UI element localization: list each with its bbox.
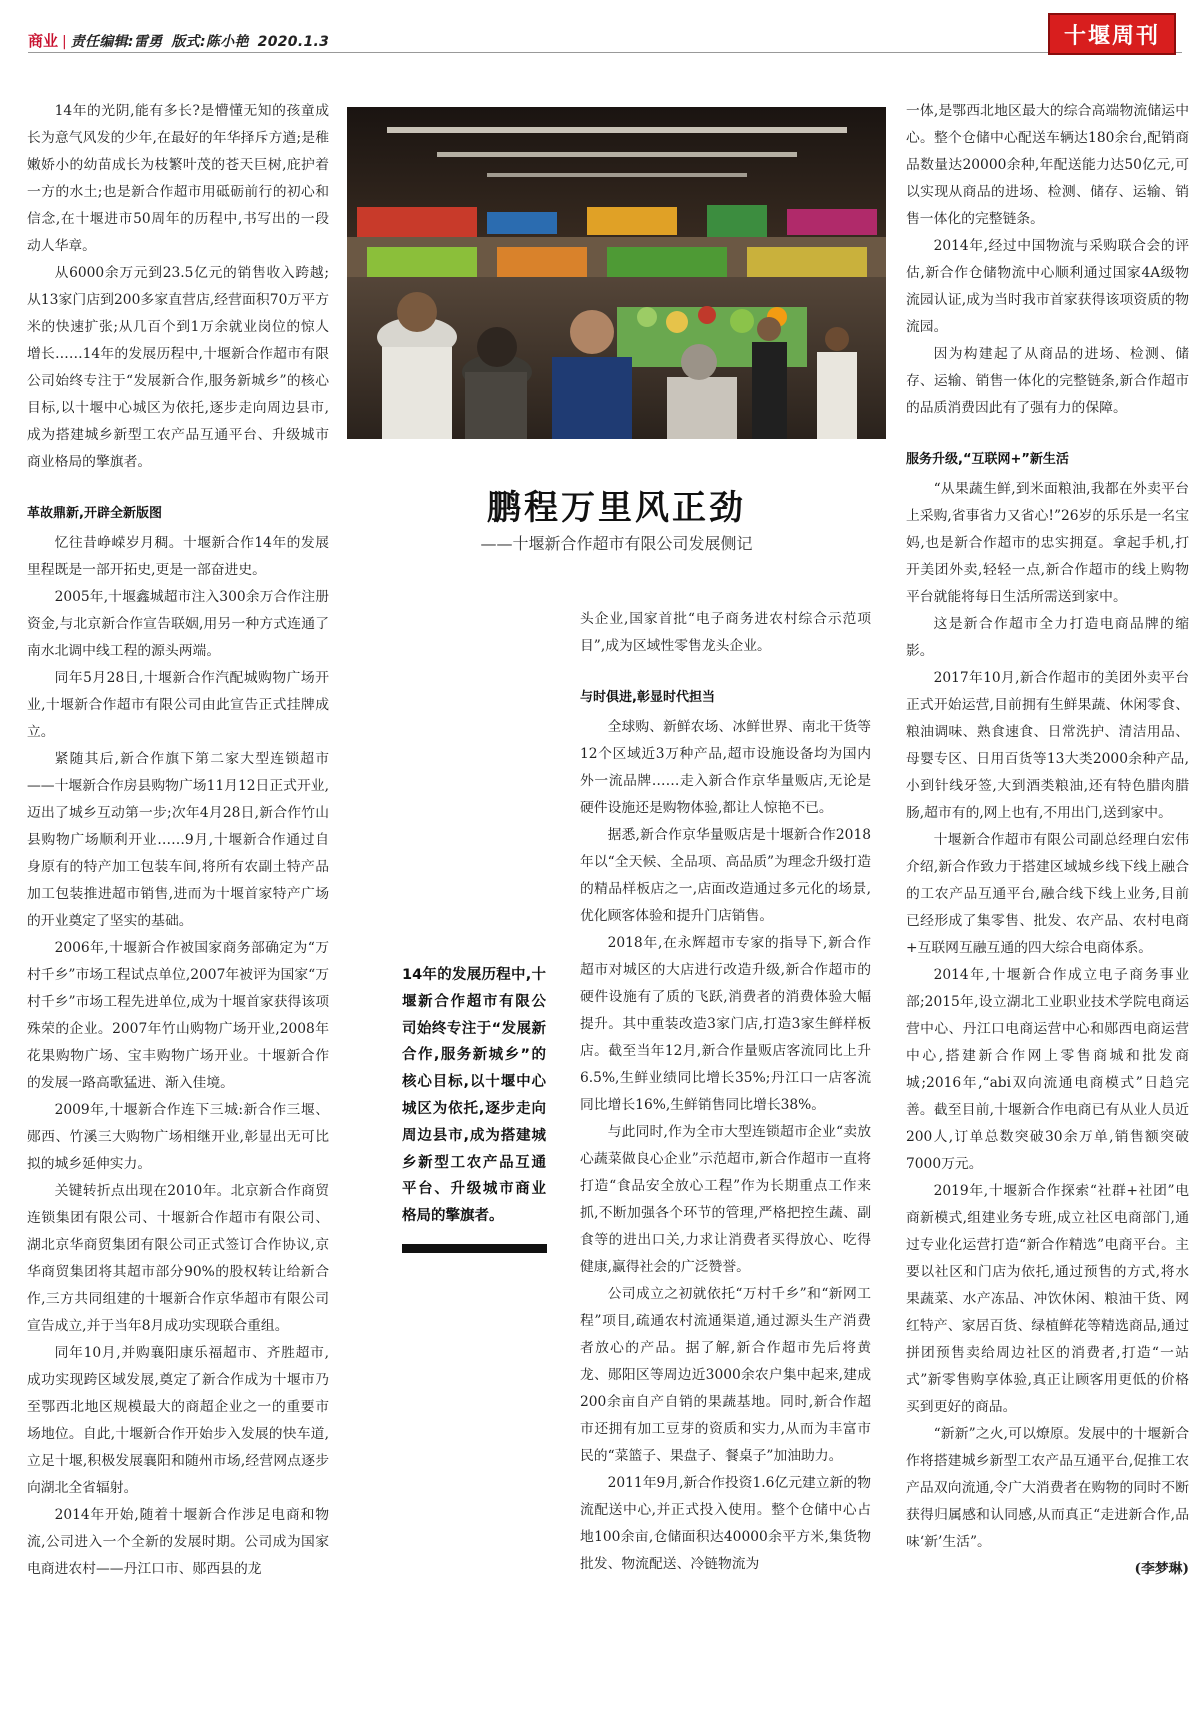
- page-header: [28, 30, 329, 51]
- masthead-logo: 十堰周刊: [1048, 13, 1176, 55]
- paragraph: 2005年,十堰鑫城超市注入300余万合作注册资金,与北京新合作宣告联姻,用另一种方式连通了南水北调中线工程的源头两端。: [27, 589, 329, 659]
- paragraph: 2014年,十堰新合作成立电子商务事业部;2015年,设立湖北工业职业技术学院电商运营中心、丹江口电商运营中心和郧西电商运营中心,搭建新合作网上零售商城和批发商城;2016年,“abi双向流通电商模式”日趋完善。截至目前,十堰新合作电商已有从业人员近200人,订单总数突破30余万单,销售额突破7000万元。: [906, 967, 1189, 1172]
- paragraph: 忆往昔峥嵘岁月稠。十堰新合作14年的发展里程既是一部开拓史,更是一部奋进史。: [27, 535, 329, 578]
- paragraph: 从6000余万元到23.5亿元的销售收入跨越;从13家门店到200多家直营店,经营面积70万平方米的快速扩张;从几百个到1万余就业岗位的惊人增长……14年的发展历程中,十堰新合作超市有限公司始终专注于“发展新合作,服务新城乡”的核心目标,以十堰中心城区为依托,逐步走向周边县市,成为搭建城乡新型工农产品互通平台、升级城市商业格局的擎旗者。: [27, 265, 329, 470]
- paragraph: 2019年,十堰新合作探索“社群+社团”电商新模式,组建业务专班,成立社区电商部门,通过专业化运营打造“新合作精选”电商平台。主要以社区和门店为依托,通过预售的方式,将水果蔬菜、水产冻品、冲饮休闲、粮油干货、网红特产、家居百货、绿植鲜花等精选商品,通过拼团预售卖给周边社区的消费者,打造“一站式”新零售购享体验,真正让顾客用更低的价格买到更好的商品。: [906, 1183, 1189, 1415]
- paragraph: 全球购、新鲜农场、冰鲜世界、南北干货等12个区域近3万种产品,超市设施设备均为国内外一流品牌……走入新合作京华量贩店,无论是硬件设施还是购物体验,都让人惊艳不已。: [580, 719, 871, 816]
- article-column-3: [580, 606, 871, 1701]
- paragraph: 2014年开始,随着十堰新合作涉足电商和物流,公司进入一个全新的发展时期。公司成为国家电商进农村——丹江口市、郧西县的龙: [27, 1507, 329, 1577]
- header-divider: |: [62, 34, 67, 50]
- paragraph: 2017年10月,新合作超市的美团外卖平台正式开始运营,目前拥有生鲜果蔬、休闲零食、粮油调味、熟食速食、日常洗护、清洁用品、母婴专区、日用百货等13大类2000余种产品,小到针线牙签,大到酒类粮油,还有特色腊肉腊肠,超市有的,网上也有,不用出门,送到家中。: [906, 670, 1189, 821]
- editor-credit: 责任编辑:雷勇: [70, 34, 163, 50]
- byline: (李梦琳): [1134, 1561, 1189, 1577]
- paragraph: 同年10月,并购襄阳康乐福超市、齐胜超市,成功实现跨区域发展,奠定了新合作成为十堰市乃至鄂西北地区规模最大的商超企业之一的重要市场地位。自此,十堰新合作开始步入发展的快车道,立足十堰,积极发展襄阳和随州市场,经营网点逐步向湖北全省辐射。: [27, 1345, 329, 1496]
- article-headline: 鹏程万里风正劲: [487, 488, 746, 528]
- pull-quote-bar: [402, 1244, 547, 1253]
- supermarket-photo: [347, 107, 886, 439]
- paragraph: 2006年,十堰新合作被国家商务部确定为“万村千乡”市场工程试点单位,2007年被评为国家“万村千乡”市场工程先进单位,成为十堰首家获得该项殊荣的企业。2007年竹山购物广场开业,2008年花果购物广场、宝丰购物广场开业。十堰新合作的发展一路高歌猛进、渐入佳境。: [27, 940, 329, 1091]
- paragraph: 十堰新合作超市有限公司副总经理白宏伟介绍,新合作致力于搭建区域城乡线下线上融合的工农产品互通平台,融合线下线上业务,目前已经形成了集零售、批发、农产品、农村电商+互联网互融互通的四大综合电商体系。: [906, 832, 1189, 956]
- paragraph: 关键转折点出现在2010年。北京新合作商贸连锁集团有限公司、十堰新合作超市有限公司、湖北京华商贸集团有限公司正式签订合作协议,京华商贸集团将其超市部分90%的股权转让给新合作,三方共同组建的十堰新合作京华超市有限公司宣告成立,并于当年8月成功实现联合重组。: [27, 1183, 329, 1334]
- paragraph: “新新”之火,可以燎原。发展中的十堰新合作将搭建城乡新型工农产品互通平台,促推工农产品双向流通,令广大消费者在购物的同时不断获得归属感和认同感,从而真正“走进新合作,品味‘新’生活”。: [906, 1426, 1189, 1550]
- pull-quote: 14年的发展历程中,十堰新合作超市有限公司始终专注于“发展新合作,服务新城乡”的核心目标,以十堰中心城区为依托,逐步走向周边县市,成为搭建城乡新型工农产品互通平台、升级城市商业格局的擎旗者。: [402, 967, 546, 1225]
- article-column-1: [27, 98, 329, 1698]
- paragraph: 据悉,新合作京华量贩店是十堰新合作2018年以“全天候、全品项、高品质”为理念升级打造的精品样板店之一,店面改造通过多元化的场景,优化顾客体验和提升门店销售。: [580, 827, 871, 924]
- paragraph: 因为构建起了从商品的进场、检测、储存、运输、销售一体化的完整链条,新合作超市的品质消费因此有了强有力的保障。: [906, 346, 1189, 416]
- issue-date: 2020.1.3: [257, 34, 330, 50]
- paragraph: 2018年,在永辉超市专家的指导下,新合作超市对城区的大店进行改造升级,新合作超市的硬件设施有了质的飞跃,消费者的消费体验大幅提升。其中重装改造3家门店,打造3家生鲜样板店。截至当年12月,新合作量贩店客流同比上升6.5%,生鲜业绩同比增长35%;丹江口一店客流同比增长16%,生鲜销售同比增长38%。: [580, 935, 871, 1113]
- paragraph: 2009年,十堰新合作连下三城:新合作三堰、郧西、竹溪三大购物广场相继开业,彰显出无可比拟的城乡延伸实力。: [27, 1102, 329, 1172]
- header-rule: [28, 52, 1182, 53]
- paragraph: 14年的光阴,能有多长?是懵懂无知的孩童成长为意气风发的少年,在最好的年华择斥方遒;是稚嫩娇小的幼苗成长为枝繁叶茂的苍天巨树,庇护着一方的水土;也是新合作超市用砥砺前行的初心和信念,在十堰进市50周年的历程中,书写出的一段动人华章。: [27, 103, 329, 254]
- paragraph: 2014年,经过中国物流与采购联合会的评估,新合作仓储物流中心顺利通过国家4A级物流园认证,成为当时我市首家获得该项资质的物流园。: [906, 238, 1189, 335]
- photo-illustration: [347, 107, 886, 439]
- paragraph: 一体,是鄂西北地区最大的综合高端物流储运中心。整个仓储中心配送车辆达180余台,配销商品数量达20000余种,年配送能力达50亿元,可以实现从商品的进场、检测、储存、运输、销售一体化的完整链条。: [906, 103, 1189, 227]
- paragraph: “从果蔬生鲜,到米面粮油,我都在外卖平台上采购,省事省力又省心!”26岁的乐乐是一名宝妈,也是新合作超市的忠实拥趸。拿起手机,打开美团外卖,轻轻一点,新合作超市的线上购物平台就能将每日生活所需送到家中。: [906, 481, 1189, 605]
- paragraph: 头企业,国家首批“电子商务进农村综合示范项目”,成为区域性零售龙头企业。: [580, 611, 871, 654]
- section-label: 商业: [28, 32, 59, 50]
- section-heading: 服务升级,“互联网+”新生活: [906, 452, 1069, 467]
- paragraph: 2011年9月,新合作投资1.6亿元建立新的物流配送中心,并正式投入使用。整个仓储中心占地100余亩,仓储面积达40000余平方米,集货物批发、物流配送、冷链物流为: [580, 1475, 871, 1572]
- section-heading: 与时俱进,彰显时代担当: [580, 690, 715, 705]
- article-column-4: [906, 98, 1189, 1698]
- paragraph: 与此同时,作为全市大型连锁超市企业“卖放心蔬菜做良心企业”示范超市,新合作超市一直将打造“食品安全放心工程”作为长期重点工作来抓,不断加强各个环节的管理,严格把控生蔬、副食等的进出口关,力求让消费者买得放心、吃得健康,赢得社会的广泛赞誉。: [580, 1124, 871, 1275]
- paragraph: 同年5月28日,十堰新合作汽配城购物广场开业,十堰新合作超市有限公司由此宣告正式挂牌成立。: [27, 670, 329, 740]
- paragraph: 这是新合作超市全力打造电商品牌的缩影。: [906, 616, 1189, 659]
- layout-credit: 版式:陈小艳: [171, 34, 249, 50]
- paragraph: 公司成立之初就依托“万村千乡”和“新网工程”项目,疏通农村流通渠道,通过源头生产消费者放心的产品。据了解,新合作超市先后将黄龙、郧阳区等周边近3000余农户集中起来,建成200余亩自产自销的果蔬基地。同时,新合作超市还拥有加工豆芽的资质和实力,从而为丰富市民的“菜篮子、果盘子、餐桌子”加油助力。: [580, 1286, 871, 1464]
- section-heading: 革故鼎新,开辟全新版图: [27, 506, 162, 521]
- article-subhead: ——十堰新合作超市有限公司发展侧记: [480, 534, 753, 553]
- paragraph: 紧随其后,新合作旗下第二家大型连锁超市——十堰新合作房县购物广场11月12日正式开业,迈出了城乡互动第一步;次年4月28日,新合作竹山县购物广场顺利开业……9月,十堰新合作通过自身原有的特产加工包装车间,将所有农副土特产品加工包装推进超市销售,进而为十堰首家特产广场的开业奠定了坚实的基础。: [27, 751, 329, 929]
